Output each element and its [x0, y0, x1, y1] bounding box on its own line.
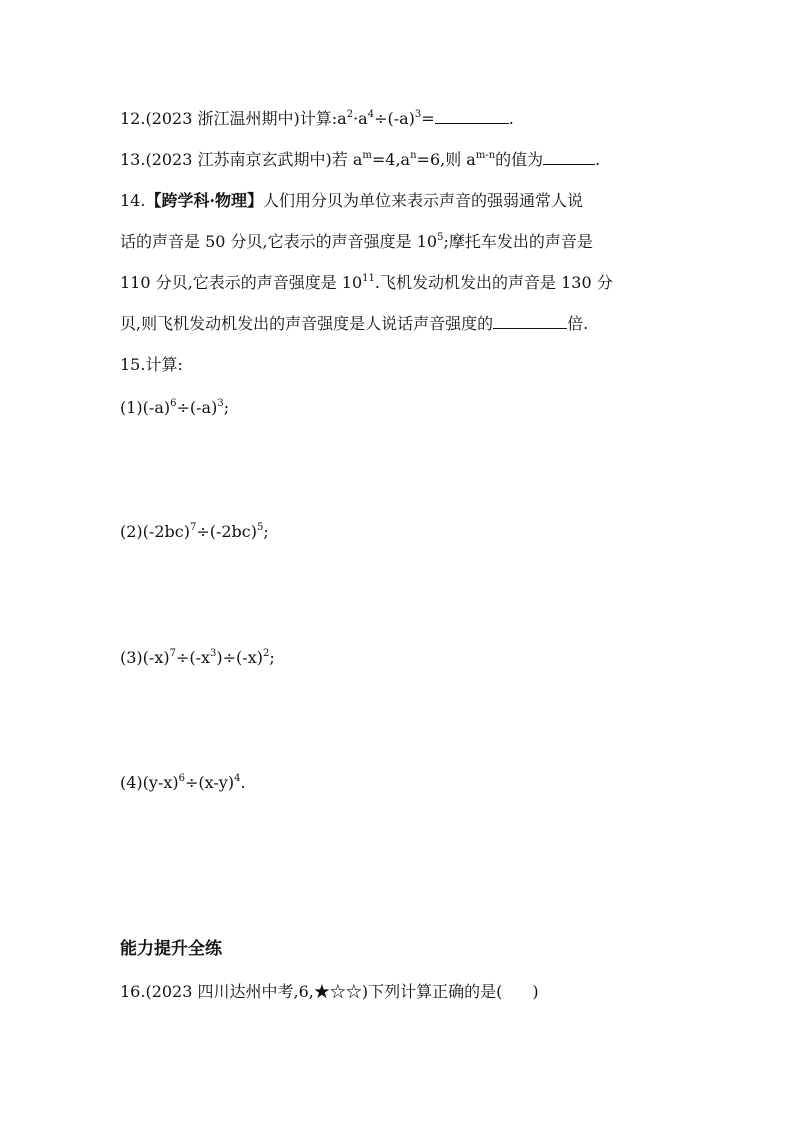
question-15-part-1: $(1)(-a)^6\div(-a)^3$; — [120, 398, 230, 417]
subject-tag: 【跨学科·物理】 — [145, 191, 264, 210]
answer-blank[interactable] — [435, 109, 509, 124]
question-14-line-2: 话的声音是 50 分贝,它表示的声音强度是 $10^5$;摩托车发出的声音是 — [120, 232, 593, 251]
question-13: 13.(2023 江苏南京玄武期中)若 $a^m=4,a^n=6$,则 $a^{m-n}$的值为 . — [120, 150, 601, 169]
question-12: 12.(2023 浙江温州期中)计算$:a^2\cdot a^4\div(-a)^3=$ . — [120, 109, 514, 128]
answer-blank[interactable] — [543, 150, 595, 165]
question-15-part-2: $(2)(-2bc)^7\div(-2bc)^5$; — [120, 522, 269, 541]
question-14-line-3: 110 分贝,它表示的声音强度是 $10^{11}$.飞机发动机发出的声音是 130 分 — [120, 273, 613, 292]
question-16: 16.(2023 四川达州中考,6,★☆☆)下列计算正确的是( ) — [120, 982, 539, 1001]
question-14-line-1: 14.【跨学科·物理】人们用分贝为单位来表示声音的强弱通常人说 — [120, 191, 584, 210]
question-14-line-4: 贝,则飞机发动机发出的声音强度是人说话声音强度的 倍. — [120, 314, 589, 333]
question-15-part-3: $(3)(-x)^7\div(-x^3)\div(-x)^2$; — [120, 648, 275, 667]
question-15-part-4: $(4)(y-x)^6\div(x-y)^4$. — [120, 773, 246, 792]
section-heading: 能力提升全练 — [120, 939, 222, 959]
answer-blank[interactable] — [493, 314, 567, 329]
question-15-title: 15.计算: — [120, 355, 183, 374]
